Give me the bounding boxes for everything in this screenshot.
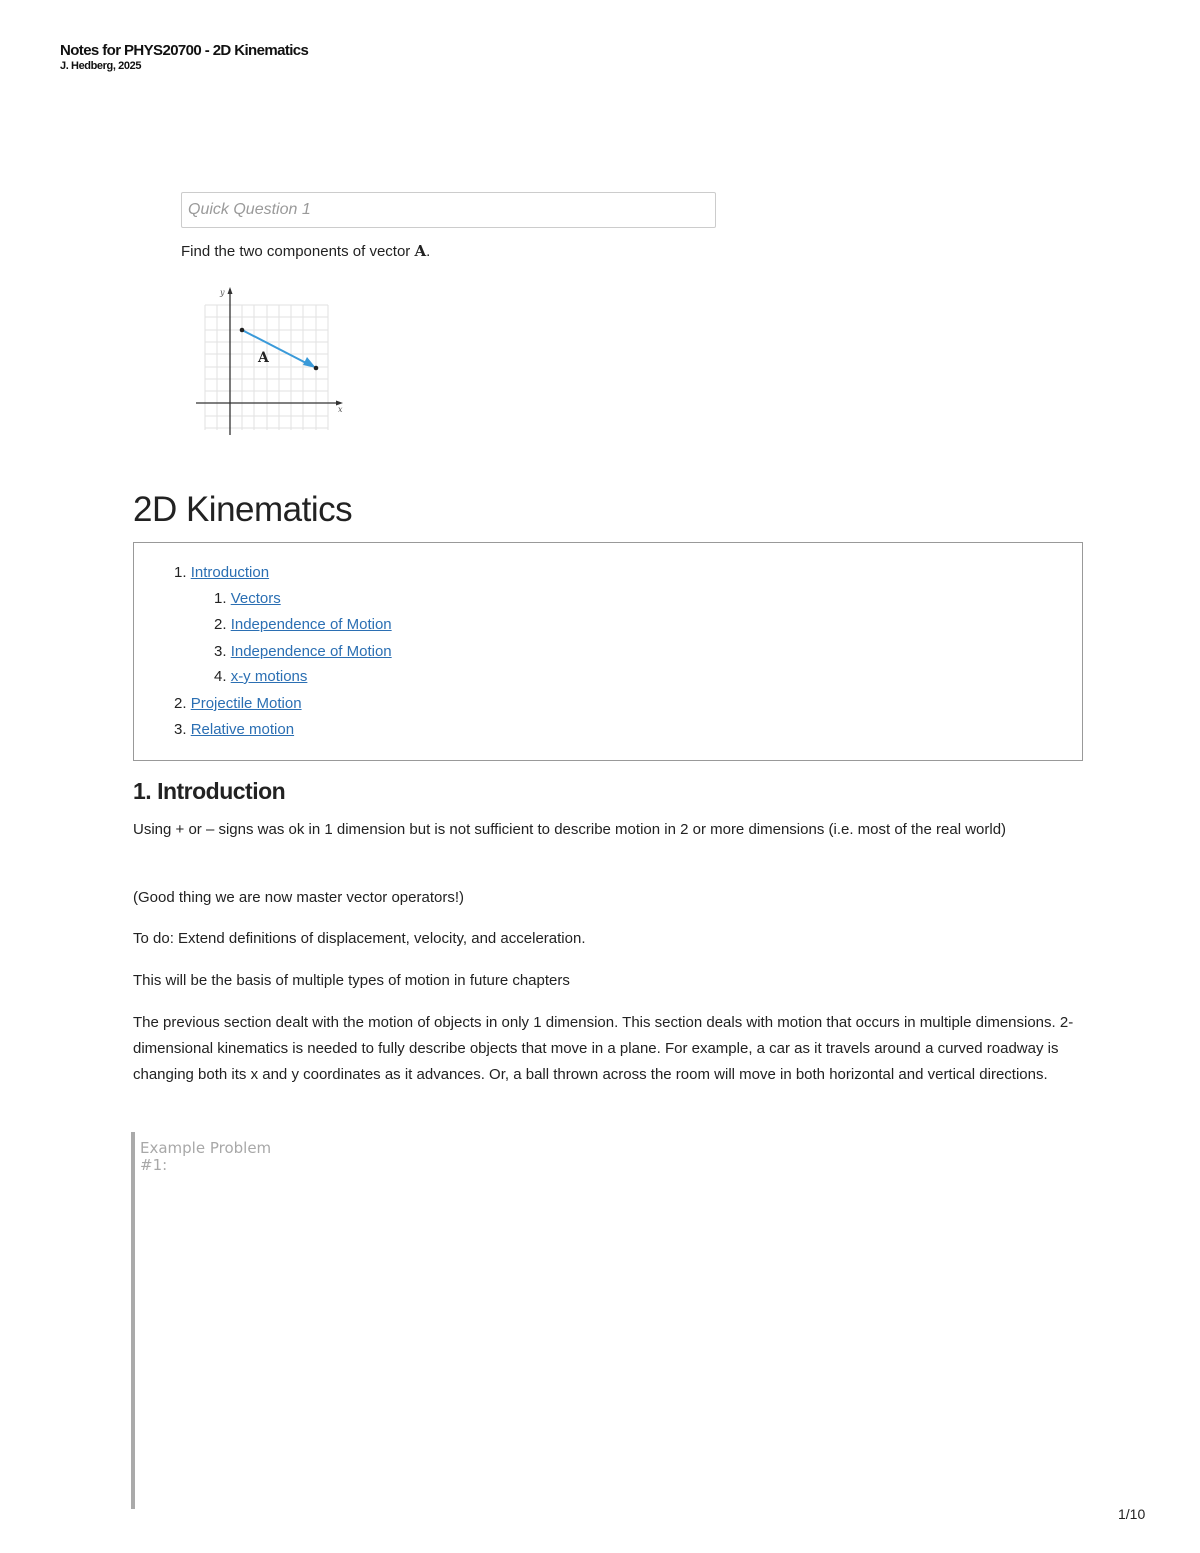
section-heading-introduction: 1. Introduction [133, 778, 286, 804]
toc-item-introduction [174, 564, 269, 581]
toc-item-number: 4. [214, 668, 227, 685]
toc-item-independence-of-motion-1 [214, 616, 392, 633]
x-axis-label: x [338, 405, 343, 414]
example-problem-number: #1: [140, 1156, 168, 1174]
vector-a-tail-point [240, 328, 245, 333]
quick-question-text: Find the two components of vector [181, 243, 415, 260]
vector-a-arrowhead [303, 357, 316, 368]
toc-link-projectile-motion[interactable]: Projectile Motion [190, 695, 302, 712]
toc-link-vectors[interactable]: Vectors [230, 590, 281, 607]
vector-a-arrow [242, 330, 308, 364]
page-title: 2D Kinematics [133, 490, 353, 529]
y-axis-arrowhead [228, 287, 233, 294]
toc-item-relative-motion [174, 721, 294, 738]
paragraph-vector-operators: (Good thing we are now master vector operators!) [133, 889, 464, 906]
toc-item-vectors [214, 590, 281, 607]
example-problem-bar [131, 1132, 135, 1509]
y-axis-label: y [220, 288, 225, 297]
toc-link-xy-motions[interactable]: x-y motions [230, 668, 308, 685]
vector-a-label: A [258, 350, 269, 366]
quick-question-title: Quick Question 1 [188, 201, 311, 218]
quick-question-punct: . [426, 243, 431, 260]
toc-item-number: 3. [214, 643, 227, 660]
toc-link-independence-of-motion-1[interactable]: Independence of Motion [230, 616, 392, 633]
example-problem-label [140, 1140, 290, 1174]
paragraph-signs: Using + or – signs was ok in 1 dimension but is not sufficient to describe motion in 2 or more dimensions (i.e. most of the real world) [133, 821, 1007, 838]
toc-link-independence-of-motion-2[interactable]: Independence of Motion [230, 643, 392, 660]
page-number: 1/10 [1118, 1506, 1146, 1522]
table-of-contents [133, 542, 1083, 761]
toc-item-independence-of-motion-2 [214, 643, 392, 660]
vector-a-head-point [314, 366, 319, 371]
toc-item-number: 1. [214, 590, 227, 607]
quick-question-prompt [181, 242, 430, 260]
figure-grid [205, 305, 328, 430]
toc-item-number: 3. [174, 721, 187, 738]
vector-figure [190, 283, 350, 443]
quick-question-title-box [181, 192, 716, 228]
paragraph-todo: To do: Extend definitions of displacement, velocity, and acceleration. [133, 930, 586, 947]
paragraph-basis: This will be the basis of multiple types of motion in future chapters [133, 972, 570, 989]
toc-item-xy-motions [214, 668, 307, 685]
toc-link-relative-motion[interactable]: Relative motion [190, 721, 295, 738]
toc-item-number: 1. [174, 564, 187, 581]
example-problem-title: Example Problem [140, 1139, 272, 1157]
document-header-title: Notes for PHYS20700 - 2D Kinematics [60, 42, 309, 59]
toc-item-number: 2. [174, 695, 187, 712]
toc-link-introduction[interactable]: Introduction [190, 564, 270, 581]
vector-symbol: A [414, 242, 427, 260]
toc-item-number: 2. [214, 616, 227, 633]
toc-item-projectile-motion [174, 695, 302, 712]
paragraph-previous-section: The previous section dealt with the motion of objects in only 1 dimension. This section deals with motion that occurs in multiple dimensions. 2-dimensional kinematics is needed to fully describe objects that move in a plane. For example, a car as it travels around a curved roadway is changing both its x and y coordinates as it advances. Or, a ball thrown across the room will move in both horizontal and vertical directions. [133, 1014, 1074, 1083]
document-header-author: J. Hedberg, 2025 [60, 60, 142, 72]
